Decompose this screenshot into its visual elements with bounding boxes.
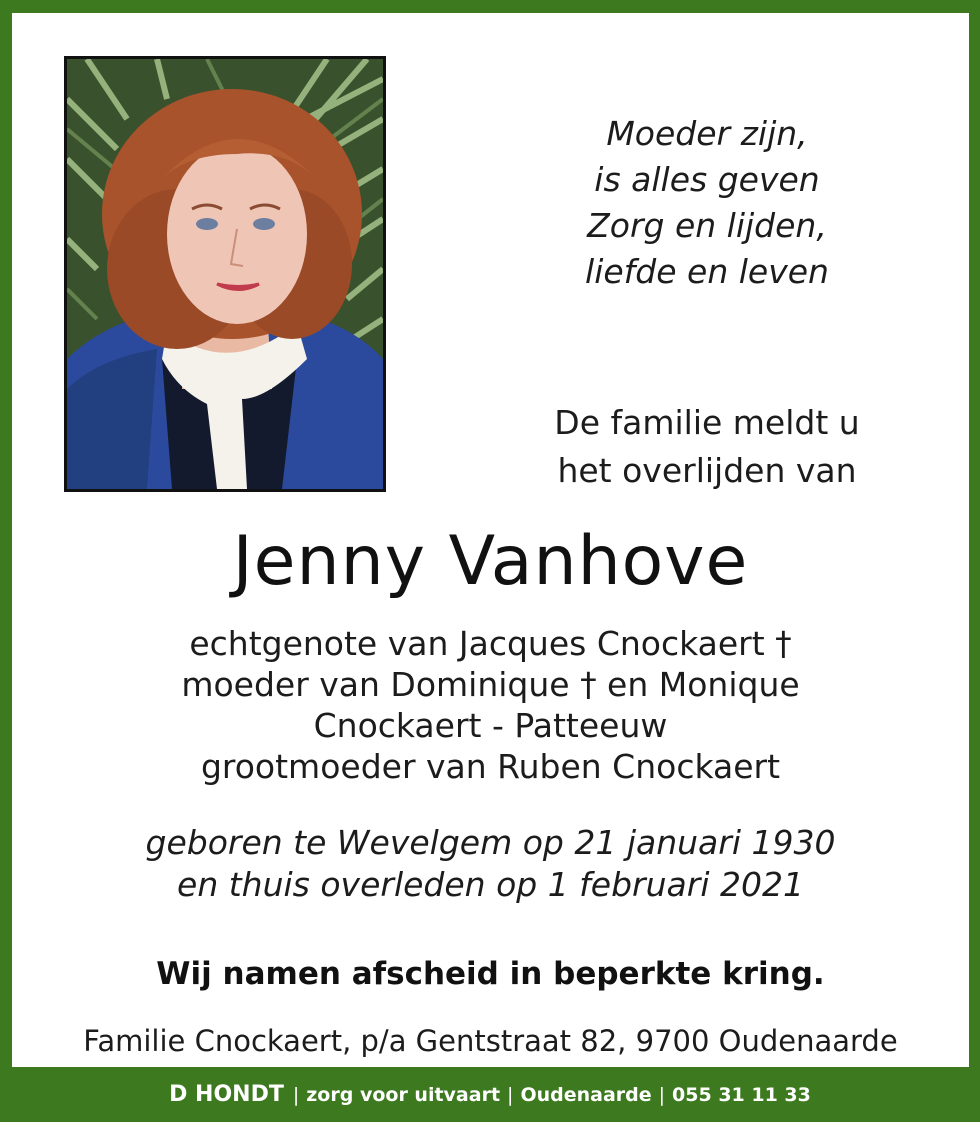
- portrait-photo: [64, 56, 386, 492]
- poem-line: is alles geven: [594, 160, 820, 199]
- relation-line: moeder van Dominique † en Monique: [181, 665, 800, 704]
- memorial-poem: [482, 111, 932, 295]
- death-announcement: [482, 399, 932, 495]
- poem-line: Zorg en lijden,: [587, 206, 827, 245]
- funeral-home-logo: D HONDT: [169, 1082, 284, 1107]
- announcement-line: het overlijden van: [557, 451, 857, 490]
- relation-line: echtgenote van Jacques Cnockaert †: [189, 624, 792, 663]
- birth-line: geboren te Wevelgem op 21 januari 1930: [145, 823, 836, 862]
- deceased-name: Jenny Vanhove: [232, 522, 749, 601]
- poem-line: liefde en leven: [585, 252, 829, 291]
- footer-separator: |: [658, 1083, 666, 1106]
- footer-tagline: zorg voor uitvaart: [306, 1083, 501, 1106]
- footer-city: Oudenaarde: [520, 1083, 652, 1106]
- announcement-line: De familie meldt u: [554, 403, 860, 442]
- funeral-home-footer: [0, 1067, 980, 1122]
- footer-separator: |: [292, 1083, 300, 1106]
- portrait-illustration: [67, 59, 383, 489]
- relation-line: Cnockaert - Patteeuw: [313, 706, 668, 745]
- poem-line: Moeder zijn,: [606, 114, 808, 153]
- footer-separator: |: [507, 1083, 514, 1106]
- life-dates: [12, 822, 969, 906]
- farewell-notice: Wij namen afscheid in beperkte kring.: [156, 956, 825, 992]
- relation-line: grootmoeder van Ruben Cnockaert: [200, 747, 781, 786]
- family-relations: [12, 623, 969, 787]
- death-line: en thuis overleden op 1 februari 2021: [177, 865, 804, 904]
- family-address: Familie Cnockaert, p/a Gentstraat 82, 9700 Oudenaarde: [83, 1024, 898, 1058]
- footer-phone: 055 31 11 33: [672, 1083, 811, 1106]
